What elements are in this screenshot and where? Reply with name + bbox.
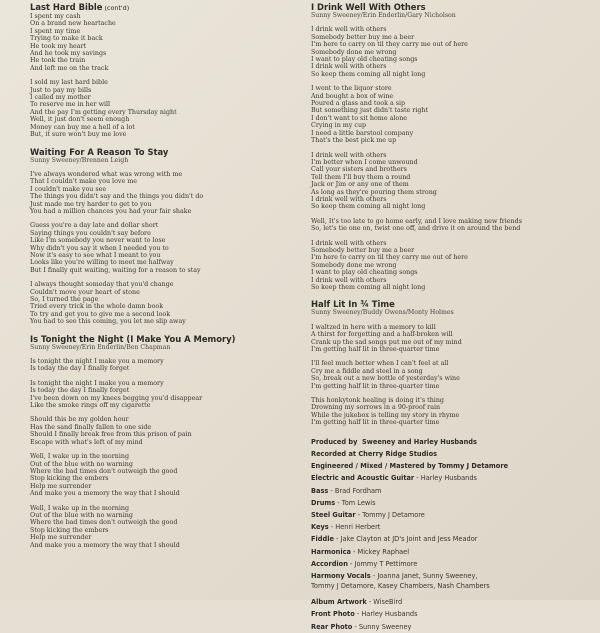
lyric-line: Should this be my golden hour bbox=[30, 416, 129, 424]
credit-role: Album Artwork bbox=[311, 598, 367, 607]
credit-line bbox=[311, 497, 581, 509]
credit-role: Keys bbox=[311, 523, 329, 532]
lyric-line: I drink well with others bbox=[311, 151, 387, 159]
lyric-line: While the jukebox is telling my story in rhyme bbox=[311, 411, 460, 419]
lyric-line: I couldn't make you see bbox=[30, 185, 107, 193]
lyric-line: I went to the liquor store bbox=[311, 85, 392, 93]
right-lyrics-column bbox=[311, 2, 581, 633]
production-credits bbox=[311, 436, 581, 633]
credit-sep: - bbox=[414, 474, 421, 483]
song-title-suffix: (cont'd) bbox=[102, 4, 130, 12]
lyric-line: Is today the day I finally forget bbox=[30, 387, 130, 395]
lyric-line: You had to see this coming, you let me slip away bbox=[30, 318, 186, 326]
song-block bbox=[311, 299, 581, 426]
lyric-line: Well, It's too late to go home early, and I love making new friends bbox=[311, 217, 522, 225]
song-title bbox=[311, 2, 581, 12]
song-title-text: Is Tonight the Night (I Make You A Memory) bbox=[30, 333, 236, 344]
lyric-line: I drink well with others bbox=[311, 276, 387, 284]
lyric-line: He took my heart bbox=[30, 42, 87, 50]
lyric-line: I spent my cash bbox=[30, 13, 81, 20]
lyric-stanza bbox=[311, 360, 581, 390]
lyric-line: That's the best pick me up bbox=[311, 137, 397, 145]
lyric-line: I need a little barstool company bbox=[311, 129, 414, 137]
lyric-line: Well, I wake up in the morning bbox=[30, 504, 130, 512]
lyric-line: Call your sisters and brothers bbox=[311, 166, 407, 174]
lyric-line: To reserve me in her will bbox=[30, 101, 111, 109]
lyric-line: I've been down on my knees begging you'd disappear bbox=[30, 394, 203, 402]
lyric-line: And he took my savings bbox=[30, 50, 107, 58]
lyric-line: Where the bad times don't outweigh the good bbox=[30, 519, 178, 527]
lyric-stanza bbox=[30, 79, 292, 138]
credit-line bbox=[311, 472, 581, 484]
song-title bbox=[30, 2, 292, 13]
song-title-text: Waiting For A Reason To Stay bbox=[30, 146, 169, 157]
credit-name: Sunny Sweeney bbox=[358, 622, 412, 631]
right-songs bbox=[311, 2, 581, 427]
song-block bbox=[30, 2, 292, 139]
lyric-line: Drowning my sorrows in a 90-proof rain bbox=[311, 404, 441, 412]
lyric-line: Like I'm somebody you never want to lose bbox=[30, 237, 166, 245]
lyrics-body bbox=[311, 324, 581, 427]
songwriter-credits: Sunny Sweeney/Erin Enderlin/Gary Nicholson bbox=[311, 12, 456, 19]
lyric-stanza bbox=[30, 453, 292, 497]
credit-line bbox=[311, 448, 581, 460]
lyric-stanza bbox=[30, 281, 292, 325]
lyric-line: So keep them coming all night long bbox=[311, 70, 426, 78]
credit-line bbox=[311, 608, 581, 620]
lyric-line: Help me surrender bbox=[30, 482, 92, 490]
credit-line bbox=[311, 533, 581, 545]
lyric-stanza bbox=[311, 85, 581, 144]
lyric-line: A thirst for forgetting and a half-broken will bbox=[311, 331, 453, 339]
songwriter-credits: Sunny Sweeney/Buddy Owens/Monty Holmes bbox=[311, 309, 454, 317]
lyrics-body bbox=[311, 26, 581, 291]
songwriter-credits: Sunny Sweeney/Erin Enderlin/Ben Chapman bbox=[30, 343, 171, 351]
credit-role: Accordion bbox=[311, 559, 348, 568]
credit-name: Tom Lewis bbox=[341, 498, 376, 507]
credit-line bbox=[311, 485, 581, 497]
lyrics-body bbox=[30, 171, 292, 326]
lyric-line: Out of the blue with no warning bbox=[30, 460, 133, 468]
lyric-stanza bbox=[311, 240, 581, 292]
lyric-line: The things you didn't say and the things you didn't do bbox=[30, 193, 204, 201]
lyric-line: Like the smoke rings off my cigarette bbox=[30, 402, 151, 410]
credit-sep: - bbox=[333, 535, 341, 544]
credit-sep: - bbox=[328, 486, 335, 495]
credit-role: Rear Photo bbox=[311, 622, 353, 631]
song-title bbox=[30, 147, 292, 157]
songwriter-credits: Sunny Sweeney/Brennen Leigh bbox=[30, 156, 129, 164]
lyric-line: Cry me a fiddle and steel in a song bbox=[311, 367, 423, 375]
credit-role: Recorded at Cherry Ridge Studios bbox=[311, 449, 438, 458]
credit-name: Joanna Janet, Sunny Sweeney, bbox=[377, 571, 478, 580]
credit-name: Tommy J Detamore bbox=[362, 510, 425, 519]
lyric-stanza bbox=[30, 380, 292, 410]
lyric-line: I drink well with others bbox=[311, 26, 387, 34]
lyric-line: So, let's tie one on, twist one off, and drive it on around the bend bbox=[311, 225, 521, 233]
lyric-line: Stop kicking the embers bbox=[30, 475, 109, 483]
credit-sep: - bbox=[370, 571, 378, 580]
credit-sep: - bbox=[366, 598, 374, 607]
lyric-line: Looks like you're willing to meet me halfway bbox=[30, 259, 174, 267]
credit-line bbox=[311, 460, 581, 472]
song-title-text: Half Lit In ¾ Time bbox=[311, 299, 395, 310]
credit-name: Mickey Raphael bbox=[357, 547, 410, 556]
lyric-line: Crank up the sad songs put me out of my mind bbox=[311, 338, 462, 346]
left-lyrics-column bbox=[30, 2, 292, 549]
lyric-line: Somebody better buy me a beer bbox=[311, 246, 415, 254]
credit-role: Bass bbox=[311, 486, 329, 495]
credit-line bbox=[311, 621, 581, 633]
credit-line bbox=[311, 436, 581, 448]
credit-sep: - bbox=[354, 610, 362, 619]
credit-role: Drums bbox=[311, 498, 336, 507]
lyric-line: But something just didn't taste right bbox=[311, 107, 429, 115]
credit-name: Harley Husbands bbox=[420, 474, 477, 483]
lyric-line: I want to play old cheating songs bbox=[311, 269, 418, 277]
lyric-line: Tried every trick in the whole damn book bbox=[30, 303, 164, 311]
lyric-line: I'll feel much better when I can't feel at all bbox=[311, 360, 449, 368]
lyric-line: Crying in my cup bbox=[311, 122, 367, 130]
credit-role: Harmonica bbox=[311, 547, 351, 556]
credit-name: Henri Herbert bbox=[335, 523, 381, 532]
lyric-line: Guess you're a day late and dollar short bbox=[30, 222, 159, 230]
lyric-line: As long as they're pouring them strong bbox=[311, 188, 437, 196]
credit-line bbox=[311, 558, 581, 570]
lyric-line: I'm better when I come unwound bbox=[311, 158, 418, 166]
lyric-line: But, it sure won't buy me love bbox=[30, 131, 127, 139]
lyric-line: I'm here to carry on til they carry me out of here bbox=[311, 254, 468, 262]
song-title bbox=[30, 334, 292, 344]
credit-sep: - bbox=[350, 547, 358, 556]
lyric-line: I'm getting half lit in three-quarter time bbox=[311, 382, 440, 390]
lyric-line: This honkytonk healing is doing it's thing bbox=[311, 397, 444, 405]
credit-sep: - bbox=[347, 559, 355, 568]
lyric-line: Why didn't you say it when I needed you to bbox=[30, 244, 169, 252]
lyric-line: I sold my last hard bible bbox=[30, 79, 108, 87]
lyric-line: Saying things you couldn't say before bbox=[30, 229, 151, 237]
credit-name: WiseBird bbox=[373, 598, 403, 607]
lyric-stanza bbox=[30, 358, 292, 373]
lyric-line: And left me on the track bbox=[30, 64, 109, 72]
lyric-line: I drink well with others bbox=[311, 195, 387, 203]
credit-line bbox=[311, 546, 581, 558]
credit-line bbox=[311, 509, 581, 521]
song-title-text: Last Hard Bible bbox=[30, 2, 103, 12]
credit-name: Harley Husbands bbox=[361, 610, 418, 619]
lyric-line: I drink well with others bbox=[311, 239, 387, 247]
lyric-line: Jack or Jim or any one of them bbox=[311, 181, 409, 189]
lyric-line: So, break out a new bottle of yesterday's wine bbox=[311, 375, 460, 383]
lyric-stanza bbox=[311, 152, 581, 211]
credit-line bbox=[311, 570, 581, 582]
credit-line bbox=[311, 596, 581, 608]
lyric-line: Somebody done me wrong bbox=[311, 48, 397, 56]
lyric-stanza bbox=[30, 222, 292, 274]
lyric-stanza bbox=[311, 397, 581, 427]
lyric-line: So, I turned the page bbox=[30, 296, 99, 303]
lyric-line: Help me surrender bbox=[30, 534, 92, 542]
lyric-line: I waltzed in here with a memory to kill bbox=[311, 323, 436, 331]
song-block bbox=[311, 2, 581, 291]
lyric-line: Now it's easy to see what I meant to you bbox=[30, 251, 161, 259]
credit-name: Jommy T Pettimore bbox=[354, 559, 418, 568]
lyric-line: Somebody done me wrong bbox=[311, 261, 397, 269]
lyric-line: Escape with what's left of my mind bbox=[30, 438, 143, 446]
song-title bbox=[311, 299, 581, 309]
lyric-line: So keep them coming all night long bbox=[311, 284, 426, 291]
lyric-line: I drink well with others bbox=[311, 63, 387, 71]
credit-line bbox=[311, 582, 581, 591]
lyric-line: I've always wondered what was wrong with me bbox=[30, 170, 183, 178]
credit-sep: - bbox=[355, 510, 363, 519]
lyric-line: So keep them coming all night long bbox=[311, 203, 426, 211]
lyric-line: I'm getting half lit in three-quarter time bbox=[311, 346, 440, 354]
lyric-line: I called my mother bbox=[30, 94, 91, 102]
lyric-line: Couldn't move your heart of stone bbox=[30, 288, 140, 296]
lyric-line: I'm here to carry on til they carry me out of here bbox=[311, 41, 468, 49]
credit-role: Produced by bbox=[311, 437, 358, 446]
lyric-line: Poured a glass and took a sip bbox=[311, 100, 406, 108]
lyric-line: Stop kicking the embers bbox=[30, 526, 109, 534]
lyric-line: He took the train bbox=[30, 57, 86, 65]
credit-line bbox=[311, 521, 581, 533]
lyric-line: Where the bad times don't outweigh the good bbox=[30, 467, 178, 475]
lyric-line: I want to play old cheating songs bbox=[311, 56, 418, 64]
lyric-line: Is tonight the night I make you a memory bbox=[30, 379, 164, 387]
song-title-text: I Drink Well With Others bbox=[311, 2, 426, 12]
lyric-line: I spent my time bbox=[30, 27, 81, 35]
credit-role: Harmony Vocals bbox=[311, 571, 371, 580]
lyric-line: On a brand new heartache bbox=[30, 20, 116, 28]
lyric-line: That I couldn't make you love me bbox=[30, 178, 138, 186]
lyric-stanza bbox=[30, 416, 292, 446]
lyric-line: You had a million chances you had your fair shake bbox=[30, 207, 192, 215]
lyric-line: Out of the blue with no warning bbox=[30, 511, 133, 519]
credit-role: Steel Guitar bbox=[311, 510, 356, 519]
credit-sep: - bbox=[328, 523, 336, 532]
lyric-line: I always thought someday that you'd change bbox=[30, 281, 174, 289]
lyric-line: Trying to make it back bbox=[30, 35, 103, 43]
lyric-stanza bbox=[30, 171, 292, 215]
lyric-line: Well, I wake up in the morning bbox=[30, 453, 130, 461]
credit-role: Fiddle bbox=[311, 535, 334, 544]
credit-name: Jake Clayton at JD's Joint and Jess Meador bbox=[340, 535, 478, 544]
credit-name: Tommy J Detamore, Kasey Chambers, Nash Chambers bbox=[311, 582, 490, 591]
lyric-stanza bbox=[30, 505, 292, 549]
lyric-line: Somebody better buy me a beer bbox=[311, 33, 415, 41]
lyric-line: Well, it just don't seem enough bbox=[30, 116, 130, 124]
lyric-line: Just made me try harder to get to you bbox=[30, 200, 152, 208]
lyric-stanza bbox=[311, 324, 581, 354]
lyric-line: To try and get you to give me a second look bbox=[30, 310, 171, 318]
lyric-line: And the pay I'm getting every Thursday night bbox=[30, 108, 177, 116]
song-block bbox=[30, 147, 292, 326]
lyric-stanza bbox=[30, 13, 292, 72]
credit-role: Front Photo bbox=[311, 610, 355, 619]
credit-sep: - bbox=[335, 498, 342, 507]
credit-role: Engineered / Mixed / Mastered by Tommy J Detamore bbox=[311, 462, 509, 471]
lyric-line: Is tonight the night I make you a memory bbox=[30, 358, 164, 366]
lyric-line: Should I finally break free from this prison of pain bbox=[30, 431, 192, 439]
lyric-line: Has the sand finally fallen to one side bbox=[30, 423, 152, 431]
lyric-line: Just to pay my bills bbox=[30, 86, 92, 94]
lyric-line: But I finally quit waiting, waiting for a reason to stay bbox=[30, 266, 201, 274]
lyric-line: Money can buy me a hell of a lot bbox=[30, 123, 135, 131]
lyric-line: I'm getting half lit in three-quarter time bbox=[311, 419, 440, 427]
lyric-line: Is today the day I finally forget bbox=[30, 365, 130, 373]
lyric-line: Tell them I'll buy them a round bbox=[311, 173, 411, 181]
lyrics-body bbox=[30, 358, 292, 549]
credit-role: Electric and Acoustic Guitar bbox=[311, 474, 415, 483]
lyric-line: And make you a memory the way that I should bbox=[30, 490, 180, 498]
credit-name: Sweeney and Harley Husbands bbox=[362, 437, 477, 446]
lyric-stanza bbox=[311, 218, 581, 233]
lyrics-body bbox=[30, 13, 292, 139]
credit-sep: - bbox=[352, 622, 359, 631]
lyric-stanza bbox=[311, 26, 581, 78]
lyric-line: And bought a box of wine bbox=[311, 92, 394, 100]
lyric-line: I don't want to sit home alone bbox=[311, 114, 408, 122]
credit-name: Brad Fordham bbox=[334, 486, 382, 495]
song-block bbox=[30, 334, 292, 549]
lyric-line: And make you a memory the way that I should bbox=[30, 541, 180, 549]
